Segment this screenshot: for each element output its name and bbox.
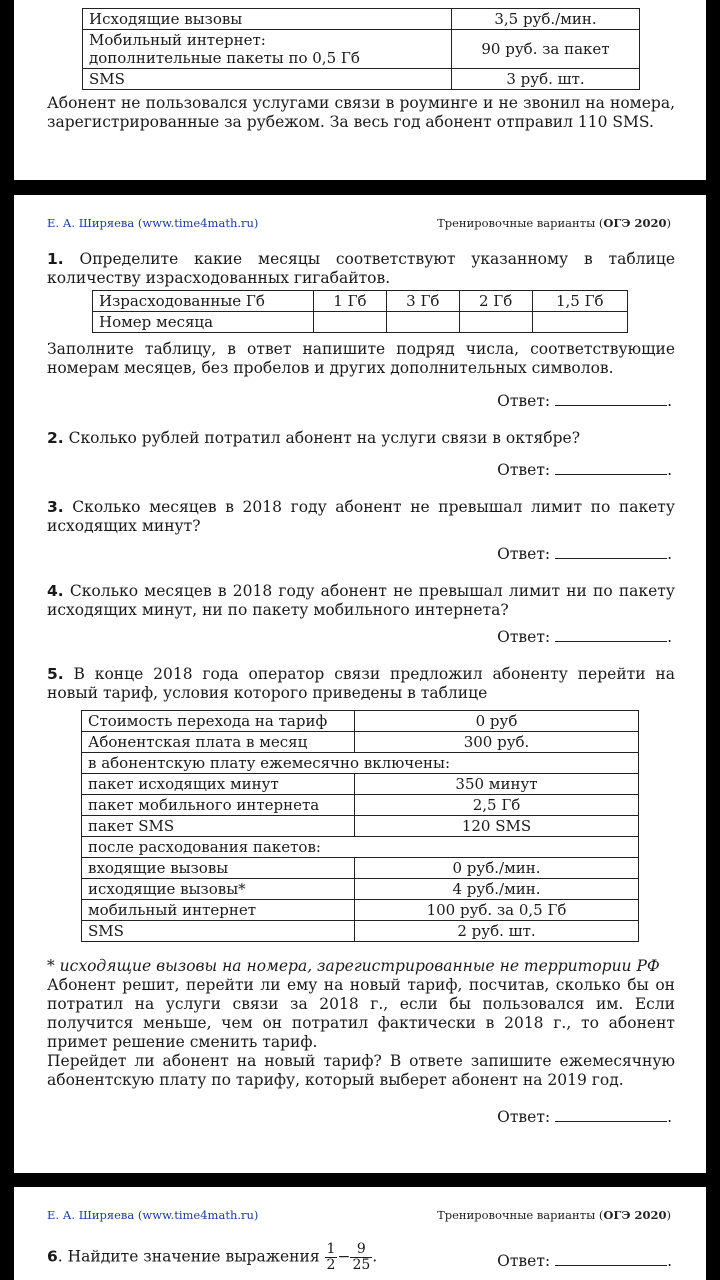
answer-line[interactable] xyxy=(555,627,667,642)
header-suffix: ) xyxy=(666,1208,671,1222)
table-cell: 120 SMS xyxy=(355,816,639,837)
answer-line[interactable] xyxy=(555,1251,667,1266)
table-cell: 3,5 руб./мин. xyxy=(452,9,640,30)
page-3 xyxy=(14,1187,706,1280)
denominator: 25 xyxy=(352,1257,371,1273)
answer-field-4[interactable]: Ответ: . xyxy=(497,628,672,646)
header-bold: ОГЭ 2020 xyxy=(603,216,667,230)
answer-label: Ответ: xyxy=(497,1108,551,1126)
question-number: 1. xyxy=(47,250,64,268)
answer-line[interactable] xyxy=(555,391,667,406)
table-cell: 300 руб. xyxy=(355,732,639,753)
answer-label: Ответ: xyxy=(497,461,551,479)
table-cell: входящие вызовы xyxy=(82,858,355,879)
answer-label: Ответ: xyxy=(497,392,551,410)
table-cell: 1 Гб xyxy=(314,291,387,312)
question-number: 3. xyxy=(47,498,64,516)
roaming-paragraph: Абонент не пользовался услугами связи в роуминге и не звонил на номера, зарегистрированные за рубежом. За весь год абонент отправил 110 SMS. xyxy=(47,94,675,131)
author-header: Е. А. Ширяева (www.time4math.ru) xyxy=(47,1208,259,1222)
table-row xyxy=(82,858,639,879)
question-4 xyxy=(47,582,675,620)
question-number: 4. xyxy=(47,582,64,600)
variant-header xyxy=(437,1208,671,1222)
answer-label: Ответ: xyxy=(497,628,551,646)
table-row xyxy=(83,9,640,30)
question-text: . Найдите значение выражения xyxy=(57,1247,320,1266)
answer-field-2[interactable]: Ответ: . xyxy=(497,461,672,479)
table-cell: 90 руб. за пакет xyxy=(452,30,640,69)
table-cell: 1,5 Гб xyxy=(532,291,627,312)
answer-label: Ответ: xyxy=(497,1252,551,1270)
author-header: Е. А. Ширяева (www.time4math.ru) xyxy=(47,216,259,230)
table-row xyxy=(82,774,639,795)
table-cell: 2,5 Гб xyxy=(355,795,639,816)
table-row xyxy=(93,312,628,333)
question-text: В конце 2018 года оператор связи предложил абоненту перейти на новый тариф, условия которого приведены в таблице xyxy=(47,665,675,702)
question-text: Сколько месяцев в 2018 году абонент не превышал лимит ни по пакету исходящих минут, ни по пакету мобильного интернета? xyxy=(47,582,675,619)
question-text: Сколько месяцев в 2018 году абонент не превышал лимит по пакету исходящих минут? xyxy=(47,498,676,535)
table-cell: пакет мобильного интернета xyxy=(82,795,355,816)
table-cell: 0 руб xyxy=(355,711,639,732)
month-input-cell[interactable] xyxy=(314,312,387,333)
table-row xyxy=(83,69,640,90)
minus-sign: − xyxy=(337,1247,351,1266)
table-row xyxy=(82,753,639,774)
table-cell: 2 руб. шт. xyxy=(355,921,639,942)
table-cell: SMS xyxy=(83,69,452,90)
table-cell: 0 руб./мин. xyxy=(355,858,639,879)
answer-field-1[interactable]: Ответ: . xyxy=(497,392,672,410)
question-2 xyxy=(47,429,675,448)
table-section-heading: после расходования пакетов: xyxy=(82,837,639,858)
period: . xyxy=(372,1247,378,1266)
table-cell: Израсходованные Гб xyxy=(93,291,314,312)
answer-label: Ответ: xyxy=(497,545,551,563)
table-row xyxy=(93,291,628,312)
numerator: 9 xyxy=(350,1242,372,1258)
month-input-cell[interactable] xyxy=(386,312,459,333)
question-text: Сколько рублей потратил абонент на услуги связи в октябре? xyxy=(68,429,581,447)
denominator: 2 xyxy=(326,1257,336,1273)
page-1 xyxy=(14,0,706,180)
header-prefix: Тренировочные варианты ( xyxy=(437,216,604,230)
page-2 xyxy=(14,195,706,1173)
answer-line[interactable] xyxy=(555,460,667,475)
variant-header xyxy=(437,216,671,230)
table-cell: пакет SMS xyxy=(82,816,355,837)
table-cell: Номер месяца xyxy=(93,312,314,333)
fraction-nine-25 xyxy=(350,1242,372,1273)
q5-paragraph-2: Перейдет ли абонент на новый тариф? В ответе запишите ежемесячную абонентскую плату по тарифу, который выберет абонент на 2019 год. xyxy=(47,1052,675,1089)
table-section-heading: в абонентскую плату ежемесячно включены: xyxy=(82,753,639,774)
table-row xyxy=(82,816,639,837)
fraction-one-half xyxy=(325,1242,338,1273)
question-number: 6 xyxy=(47,1247,58,1266)
month-input-cell[interactable] xyxy=(459,312,532,333)
table-row xyxy=(82,732,639,753)
gb-month-table xyxy=(92,290,628,333)
header-prefix: Тренировочные варианты ( xyxy=(437,1208,604,1222)
cell-line: Мобильный интернет: xyxy=(89,31,266,49)
table-row xyxy=(82,711,639,732)
table-row xyxy=(82,795,639,816)
table-cell: SMS xyxy=(82,921,355,942)
new-tariff-table xyxy=(81,710,639,942)
table-cell: Абонентская плата в месяц xyxy=(82,732,355,753)
footnote: * исходящие вызовы на номера, зарегистрированные не территории РФ xyxy=(47,957,660,975)
question-6 xyxy=(47,1242,377,1273)
q5-paragraph-1: Абонент решит, перейти ли ему на новый тариф, посчитав, сколько бы он потратил на услуги связи за 2018 г., если бы пользовался им. Если получится меньше, чем он потратил фактически в 2018 г., то абонент примет решение сменить тариф. xyxy=(47,976,675,1051)
table-cell: исходящие вызовы* xyxy=(82,879,355,900)
table-cell xyxy=(83,30,452,69)
table-row xyxy=(82,900,639,921)
question-number: 5. xyxy=(47,665,64,683)
question-5 xyxy=(47,665,675,703)
table-cell: Стоимость перехода на тариф xyxy=(82,711,355,732)
table-cell: 4 руб./мин. xyxy=(355,879,639,900)
answer-field-5[interactable]: Ответ: . xyxy=(497,1108,672,1126)
table-cell: 3 Гб xyxy=(386,291,459,312)
table-cell: 2 Гб xyxy=(459,291,532,312)
table-cell: 350 минут xyxy=(355,774,639,795)
table-row xyxy=(82,879,639,900)
question-3 xyxy=(47,498,675,536)
table-cell: 100 руб. за 0,5 Гб xyxy=(355,900,639,921)
tariff-table-continued xyxy=(82,8,640,90)
cell-line: дополнительные пакеты по 0,5 Гб xyxy=(89,49,360,67)
table-cell: Исходящие вызовы xyxy=(83,9,452,30)
answer-line[interactable] xyxy=(555,544,667,559)
numerator: 1 xyxy=(326,1241,336,1257)
answer-line[interactable] xyxy=(555,1107,667,1122)
table-cell: 3 руб. шт. xyxy=(452,69,640,90)
question-1 xyxy=(47,250,675,288)
header-suffix: ) xyxy=(666,216,671,230)
header-bold: ОГЭ 2020 xyxy=(603,1208,667,1222)
question-number: 2. xyxy=(47,429,64,447)
table-row xyxy=(82,837,639,858)
q1-instructions: Заполните таблицу, в ответ напишите подряд числа, соответствующие номерам месяцев, без пробелов и других дополнительных символов. xyxy=(47,340,675,377)
answer-field-6[interactable]: Ответ: . xyxy=(497,1252,672,1270)
month-input-cell[interactable] xyxy=(532,312,627,333)
table-cell: мобильный интернет xyxy=(82,900,355,921)
table-row xyxy=(83,30,640,69)
answer-field-3[interactable]: Ответ: . xyxy=(497,545,672,563)
question-text: Определите какие месяцы соответствуют указанному в таблице количеству израсходованных гигабайтов. xyxy=(47,250,675,287)
table-row xyxy=(82,921,639,942)
table-cell: пакет исходящих минут xyxy=(82,774,355,795)
